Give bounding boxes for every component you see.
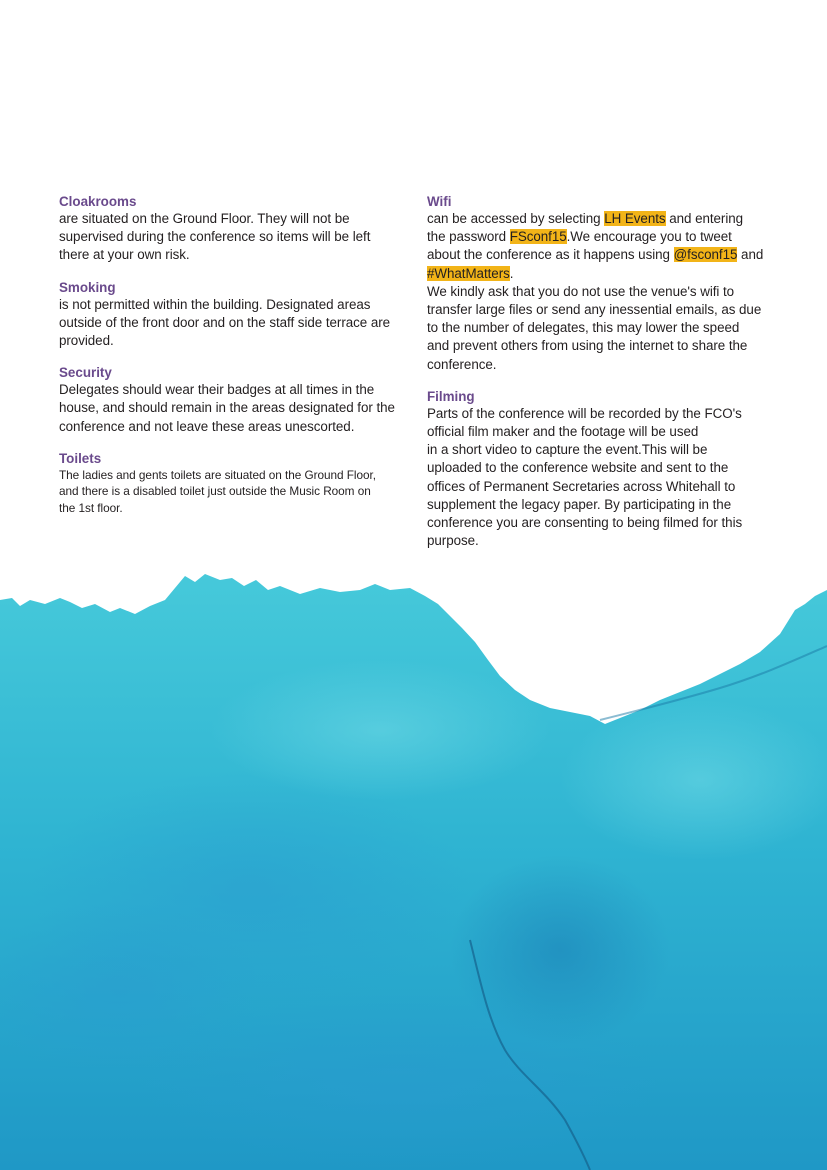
text-line (427, 228, 772, 246)
hashtag-highlight: #WhatMatters (427, 265, 510, 281)
text-line: purpose. (427, 533, 479, 549)
network-name-highlight: LH Events (604, 211, 666, 226)
text-line: in a short video to capture the event.This will be (427, 442, 708, 458)
left-column (59, 193, 409, 530)
filming-section (427, 388, 772, 551)
security-section (59, 364, 409, 436)
security-text (59, 381, 409, 436)
toilets-heading: Toilets (59, 450, 102, 466)
text-line: there at your own risk. (59, 247, 190, 263)
text-line: and there is a disabled toilet just outside the Music Room on (59, 484, 371, 499)
password-highlight: FSconf15 (509, 229, 567, 245)
text-line: is not permitted within the building. Designated areas (59, 296, 371, 312)
toilets-section (59, 450, 409, 517)
wifi-text (427, 210, 772, 374)
twitter-handle-highlight: @fsconf15 (673, 247, 738, 263)
text-line: provided. (59, 333, 114, 349)
text-line: Delegates should wear their badges at all times in the (59, 382, 375, 398)
text-line: transfer large files or send any inessential emails, as due (427, 302, 762, 318)
cloakrooms-section (59, 193, 409, 265)
smoking-heading: Smoking (59, 279, 116, 295)
right-column (427, 193, 772, 564)
text-line: official film maker and the footage will be used (427, 424, 699, 440)
smoking-text (59, 296, 409, 351)
smoking-section (59, 279, 409, 351)
text-line: uploaded to the conference website and sent to the (427, 460, 729, 476)
text-line (427, 210, 772, 228)
text-fragment: can be accessed by selecting (427, 211, 605, 226)
security-heading: Security (59, 365, 112, 381)
filming-text (427, 405, 772, 551)
text-line: conference you are consenting to being filmed for this (427, 515, 743, 531)
watercolor-blot (210, 660, 550, 800)
text-line: house, and should remain in the areas designated for the (59, 400, 395, 416)
text-line: We kindly ask that you do not use the venue's wifi to (427, 283, 735, 299)
text-fragment: . (509, 265, 514, 281)
text-line: The ladies and gents toilets are situated on the Ground Floor, (59, 467, 376, 482)
text-line: are situated on the Ground Floor. They will not be (59, 211, 350, 226)
wifi-section (427, 193, 772, 374)
text-line: outside of the front door and on the staff side terrace are (59, 314, 391, 330)
text-fragment: and entering (665, 211, 744, 226)
watercolor-blot (560, 700, 827, 860)
cloakrooms-text (59, 210, 409, 265)
watercolor-blot (140, 990, 660, 1170)
text-line: conference. (427, 356, 497, 372)
text-line: Parts of the conference will be recorded by the FCO's (427, 405, 742, 421)
text-line: the 1st floor. (59, 500, 123, 515)
text-line (427, 246, 772, 264)
text-line: conference and not leave these areas unescorted. (59, 418, 355, 434)
cloakrooms-heading: Cloakrooms (59, 194, 137, 209)
wifi-heading: Wifi (427, 194, 452, 209)
filming-heading: Filming (427, 388, 475, 404)
toilets-text (59, 467, 409, 517)
text-line: and prevent others from using the internet to share the (427, 338, 748, 354)
watercolor-background (0, 560, 827, 1170)
text-fragment: .We encourage you to tweet (566, 229, 732, 245)
text-line: supervised during the conference so items will be left (59, 229, 371, 245)
text-fragment: about the conference as it happens using (427, 247, 674, 263)
text-fragment: the password (427, 229, 510, 245)
text-fragment: and (737, 247, 764, 263)
text-line: to the number of delegates, this may lower the speed (427, 320, 740, 336)
text-line: offices of Permanent Secretaries across Whitehall to (427, 478, 736, 494)
text-line (427, 265, 772, 283)
text-line: supplement the legacy paper. By participating in the (427, 496, 732, 512)
